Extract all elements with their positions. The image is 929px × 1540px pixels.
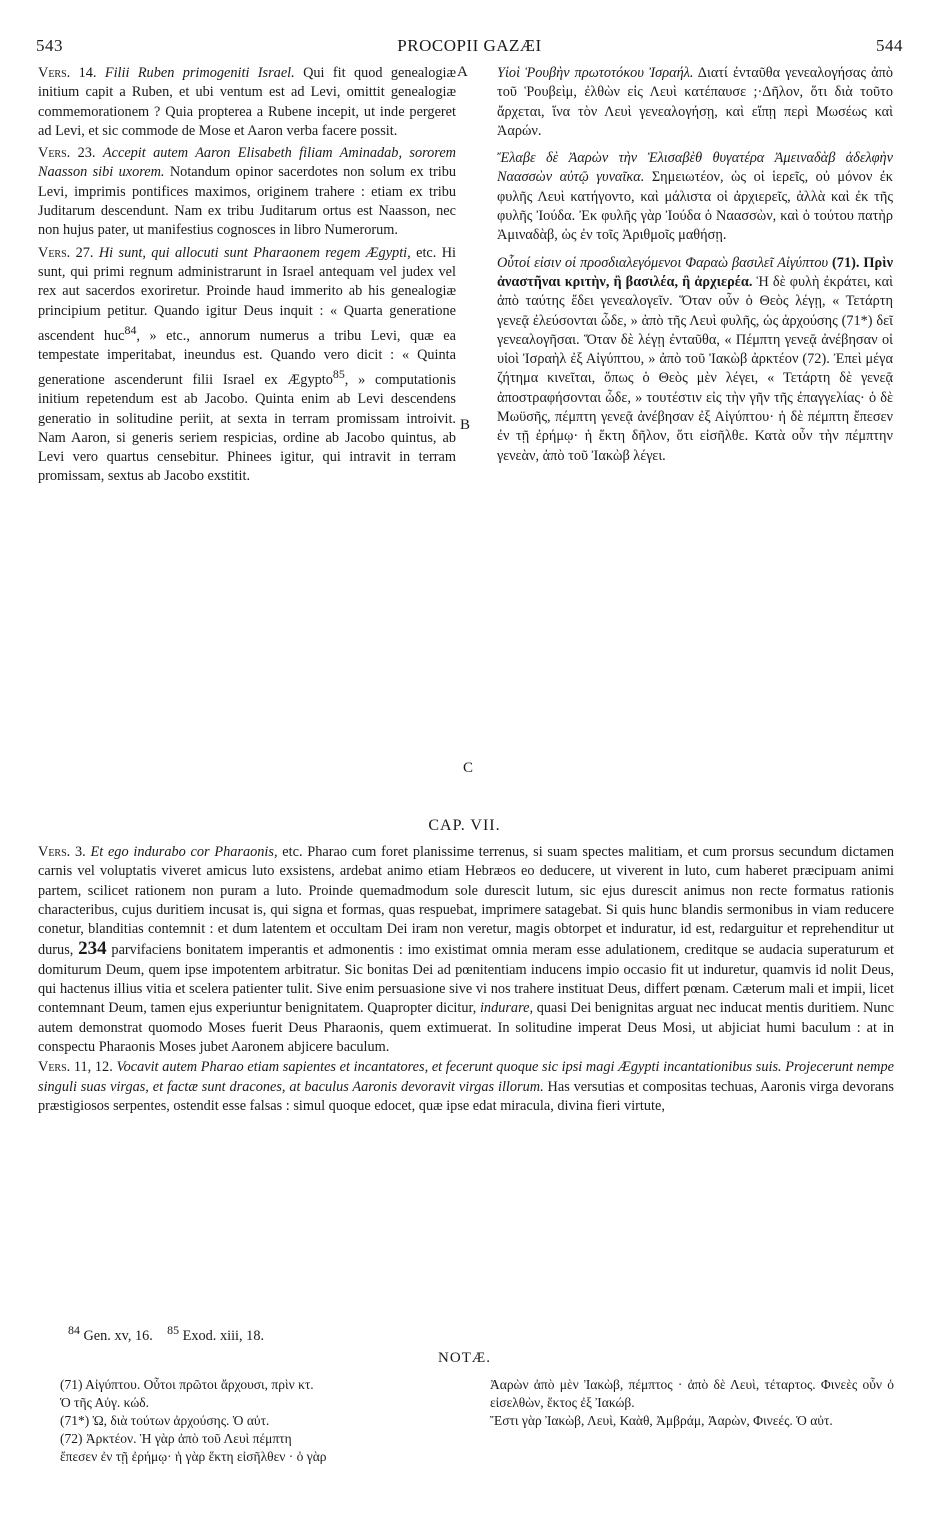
verse-quote: Accepit autem Aaron Elisabeth filiam Aminadab, sororem Naasson sibi uxorem.: [38, 145, 456, 181]
note-line: ἔπεσεν ἐν τῇ ἐρήμῳ· ἡ γὰρ ἕκτη εἰσῆλθεν · ὁ γὰρ: [60, 1449, 327, 1464]
note-ref: (71).: [832, 254, 860, 271]
latin-column: [38, 64, 456, 490]
verse-label: Vers. 27.: [38, 244, 94, 261]
commentary-text: quasi Dei benignitas arguat nec inducat mentis duritiem. Nunc autem demonstrat quomodo Moses fuerit Deus Pharaonis, quem extimuerat. In solitudine imperat Deus Mosi, ut abjiciat humi baculum : at in conspectu Pharaonis Moses jubet Aaronem abjicere baculum.: [38, 1000, 895, 1055]
footnote-mark: 84: [68, 1323, 80, 1337]
verse-label: Vers. 23.: [38, 145, 96, 162]
commentary-text: , » etc., annorum numerus a tribu Levi, quæ ea tempestate imperitabat, ineundus est. Quando vero dicit : « Quinta generatione ascenderunt filii Israel ex Ægypto: [38, 327, 456, 388]
page-number-right: 544: [876, 36, 903, 55]
note-line: Ἀαρὼν ἀπὸ μὲν Ἰακὼβ, πέμπτος · ἀπὸ δὲ Λευὶ, τέταρτος. Φινεὲς οὖν ὁ εἰσελθὼν, ἕκτος ἐξ Ἰακώβ.: [490, 1377, 894, 1410]
notes-right-column: [490, 1376, 894, 1430]
margin-letter-c: C: [463, 760, 474, 776]
verse-label: Vers. 3.: [38, 844, 86, 860]
commentary-text: Ἡ δὲ φυλὴ ἐκράτει, καὶ ἀπὸ ταύτης ἔδει γενεαλογεῖν. Ὅταν οὖν ὁ Θεὸς λέγῃ, « Τετάρτη γενεᾷ ἐλεύσονται ὧδε, » ἀπὸ τῆς Λευὶ φυλῆς, ὡς ἀρχούσης (71*) δεῖ γενεαλογῆσαι. Ὅταν δὲ λέγῃ ἐνταῦθα, « Πέμπτη γενεᾷ ἀνέβησαν οἱ υἱοὶ Ἰσραὴλ ἐξ Αἰγύπτου, » ἀπὸ τοῦ Ἰακὼβ ἀρκτέον (72). Ἐπεὶ μέγα ζήτημα κινεῖται, ὅπως ὁ Θεὸς μὲν λέγει, « Τετάρτη δὲ γενεᾷ ἀποστραφήσονται ὧδε, » τουτέστιν εἰς τὴν γῆν τῆς ἐπαγγελίας· ὁ δὲ Μωϋσῆς, πέμπτη γενεᾷ ἀνέβησαν ἐξ Αἰγύπτου· ἡ δὲ πέμπτη ἔπεσεν ἐν τῇ ἐρήμῳ· ἡ ἕκτη δῆλον, ὅτι εἰσῆλθε. Κατὰ οὖν τὴν πέμπτην γενεὰν, ἀπὸ τοῦ Ἰακὼβ λέγει.: [497, 273, 893, 464]
verse-quote: Filii Ruben primogeniti Israel.: [104, 65, 295, 81]
latin-paragraph-vers23: [38, 144, 456, 240]
commentary-text: Σημειωτέον, ὡς οἱ ἱερεῖς, οὐ μόνον ἐκ φυλῆς Λευὶ κατήγοντο, καὶ μάλιστα οἱ ἀρχιερεῖς, ἀλλὰ καὶ ἐκ τῆς φυλῆς Ἰούδα. Ἐκ φυλῆς γὰρ Ἰούδα ὁ Ναασσὼν, καὶ ὁ τούτου πατὴρ Ἀμιναδὰβ, ὡς ἐν τοῖς Ἀριθμοῖς μαθήσῃ.: [497, 169, 893, 244]
running-title: PROCOPII GAZÆI: [397, 36, 542, 55]
footnote-text: Gen. xv, 16.: [83, 1327, 153, 1344]
footnote-ref: 84: [124, 322, 137, 337]
margin-letter-b: B: [460, 417, 471, 433]
latin-paragraph-vers27: [38, 244, 456, 487]
footnote-ref: 85: [332, 367, 345, 382]
greek-column: [497, 64, 893, 474]
verse-quote: Ἔλαβε δὲ Ἀαρὼν τὴν Ἐλισαβὲθ θυγατέρα Ἀμειναδὰβ ἀδελφὴν Ναασσὼν αὐτῷ γυναῖκα.: [497, 150, 893, 186]
commentary-text: Has versutias et compositas techuas, Aaronis virga devorans præstigiosos serpentes, ostendit esse falsas : simul quoque edocet, quæ ipse edat miracula, divina fieri virtute,: [38, 1078, 894, 1114]
running-header: [36, 36, 903, 58]
commentary-text: Διατί ἐνταῦθα γενεαλογήσας ἀπὸ τοῦ Ῥουβεὶμ, ἐλθὼν εἰς Λευὶ κατέπαυσε ;·Δῆλον, ὅτι διὰ τοῦτο ἄρχεται, ἵνα τὸν Λευὶ γενεαλογήσῃ, καὶ εἴπῃ περὶ Μωσέως καὶ Ἀαρών.: [497, 65, 893, 139]
verse-quote: Hi sunt, qui allocuti sunt Pharaonem regem Ægypti,: [98, 244, 411, 261]
margin-letter-a: A: [457, 64, 468, 80]
chapter-heading: CAP. VII.: [428, 817, 501, 834]
verse-label: Vers. 11, 12.: [38, 1059, 113, 1076]
note-line: Ἔστι γὰρ Ἰακὼβ, Λευὶ, Καὰθ, Ἀμβράμ, Ἀαρὼν, Φινεές. Ὁ αὐτ.: [490, 1413, 833, 1428]
greek-paragraph-2: [497, 149, 893, 245]
footnote-mark: 85: [167, 1323, 180, 1337]
commentary-text: parvifaciens bonitatem imperantis et admonentis : imo existimat omnia meram esse adulationem, creditque se audacia superaturum et domiturum Deum, quem ipse impotentem arbitratur. Sic bonitas Dei ad pœnitentiam inducens impio occasio fit ut induretur, quamvis id nolit Deus, qui hactenus illius vitia et scelera patienter tulit. Sive enim persuasione sive vi nos trahere instituat Deus, differt pœnam. Cæterum mali et impii, licet contemnant Deum, tamen ejus experiuntur benignitatem. Quapropter dicitur,: [38, 942, 895, 1017]
commentary-text: Qui fit quod genealogiæ initium capit a Ruben, et ubi ventum est ad Levi, omittit genealogiæ commemorationem ? Quia propterea a Rubene incepit, ut inde pergeret ad Levi, et sic commode de Mose et Aaron verba facere possit.: [38, 65, 457, 139]
notes-left-column: [60, 1376, 480, 1466]
verse-quote: Οὗτοί εἰσιν οἱ προσδιαλεγόμενοι Φαραὼ βασιλεῖ Αἰγύπτου: [497, 254, 829, 271]
verse-quote: Et ego indurabo cor Pharaonis,: [90, 844, 278, 860]
commentary-text: , » computationis initium repetendum est ab Jacobo. Quinta enim ab Levi descendens generatio in solitudine periit, at sexta in terram promissam introivit. Nam Aaron, si generis seriem respicias, ordine ab Jacobo quintus, ab Levi vero quartus censebitur. Phinees igitur, qui intravit in terram promissam, sextus ab Jacobo exstitit.: [38, 371, 456, 485]
commentary-lead: Πρὶν ἀναστῆναι κριτὴν, ἢ βασιλέα, ἢ ἀρχιερέα.: [497, 254, 893, 290]
chapter-paragraph-vers3: [38, 843, 894, 1057]
column-number-marker: 234: [78, 938, 107, 960]
verse-quote: Υἱοὶ Ῥουβὴν πρωτοτόκου Ἰσραήλ.: [497, 65, 694, 81]
chapter-body: [38, 843, 894, 1117]
footnotes: [68, 1323, 264, 1345]
note-line: (72) Ἀρκτέον. Ἡ γὰρ ἀπὸ τοῦ Λευὶ πέμπτη: [60, 1431, 292, 1446]
note-line: (71*) Ὡ, διὰ τούτων ἀρχούσης. Ὁ αὐτ.: [60, 1413, 270, 1428]
notes-heading: NOTÆ.: [438, 1350, 491, 1366]
commentary-text: Notandum opinor sacerdotes non solum ex tribu Levi, imprimis pontifices maximos, originem trahere : etiam ex tribu Juditarum descendunt. Nam ex tribu Juditarum ortus est Naasson, nec non hujus pater, ut manifestius cognosces in libro Numerorum.: [38, 164, 456, 239]
greek-paragraph-3: [497, 254, 893, 466]
footnote-text: Exod. xiii, 18.: [182, 1327, 265, 1344]
verse-quote: Vocavit autem Pharao etiam sapientes et incantatores, et fecerunt quoque sic ipsi magi Ægypti incantationibus suis. Projecerunt nempe singuli suas virgas, et factæ sunt dracones, at baculus Aaronis devoravit virgas illorum.: [38, 1059, 894, 1095]
chapter-paragraph-vers11: [38, 1058, 894, 1116]
commentary-text: etc. Hi sunt, qui primi regnum administrarunt in Israel antequam vel judex vel rex aut sacerdos exoriretur. Proinde haud immerito ab his genealogiæ principium petitur. Quando igitur Deus inquit : « Quarta generatione ascendent huc: [38, 244, 456, 344]
commentary-text: etc. Pharao cum foret planissime terrenus, si suam spectes malitiam, et cum prorsus secundum dictamen carnis vel voluptatis viveret amicus luto exsistens, ardebat animo etiam Hebræos eo deducere, ut viverent in luto, cum haberet præcipuam animi partem, scilicet rationem non puram a luto. Proinde quemadmodum sole durescit lutum, sic ejus durescit animus non recte formatus rationis characteribus, cujus duritiem incusat is, qui signa et formas, quas respuebat, imprimere satagebat. Si quis hunc blandis sermonibus in viam reducere conetur, blanditias contemnit : et dum latentem et occultam Dei iram non veretur, magis obtorpet et induratur, id est, redarguitur et reprehenditur ut durus,: [38, 844, 894, 959]
note-line: (71) Αἰγύπτου. Οὗτοι πρῶτοι ἄρχουσι, πρὶν κτ.: [60, 1377, 314, 1392]
note-line: Ὁ τῆς Αὐγ. κώδ.: [60, 1395, 149, 1410]
latin-paragraph-vers14: [38, 64, 456, 141]
verse-label: Vers. 14.: [38, 65, 97, 81]
page-number-left: 543: [36, 36, 63, 55]
greek-paragraph-1: [497, 64, 893, 141]
italic-term: indurare,: [479, 1000, 534, 1017]
